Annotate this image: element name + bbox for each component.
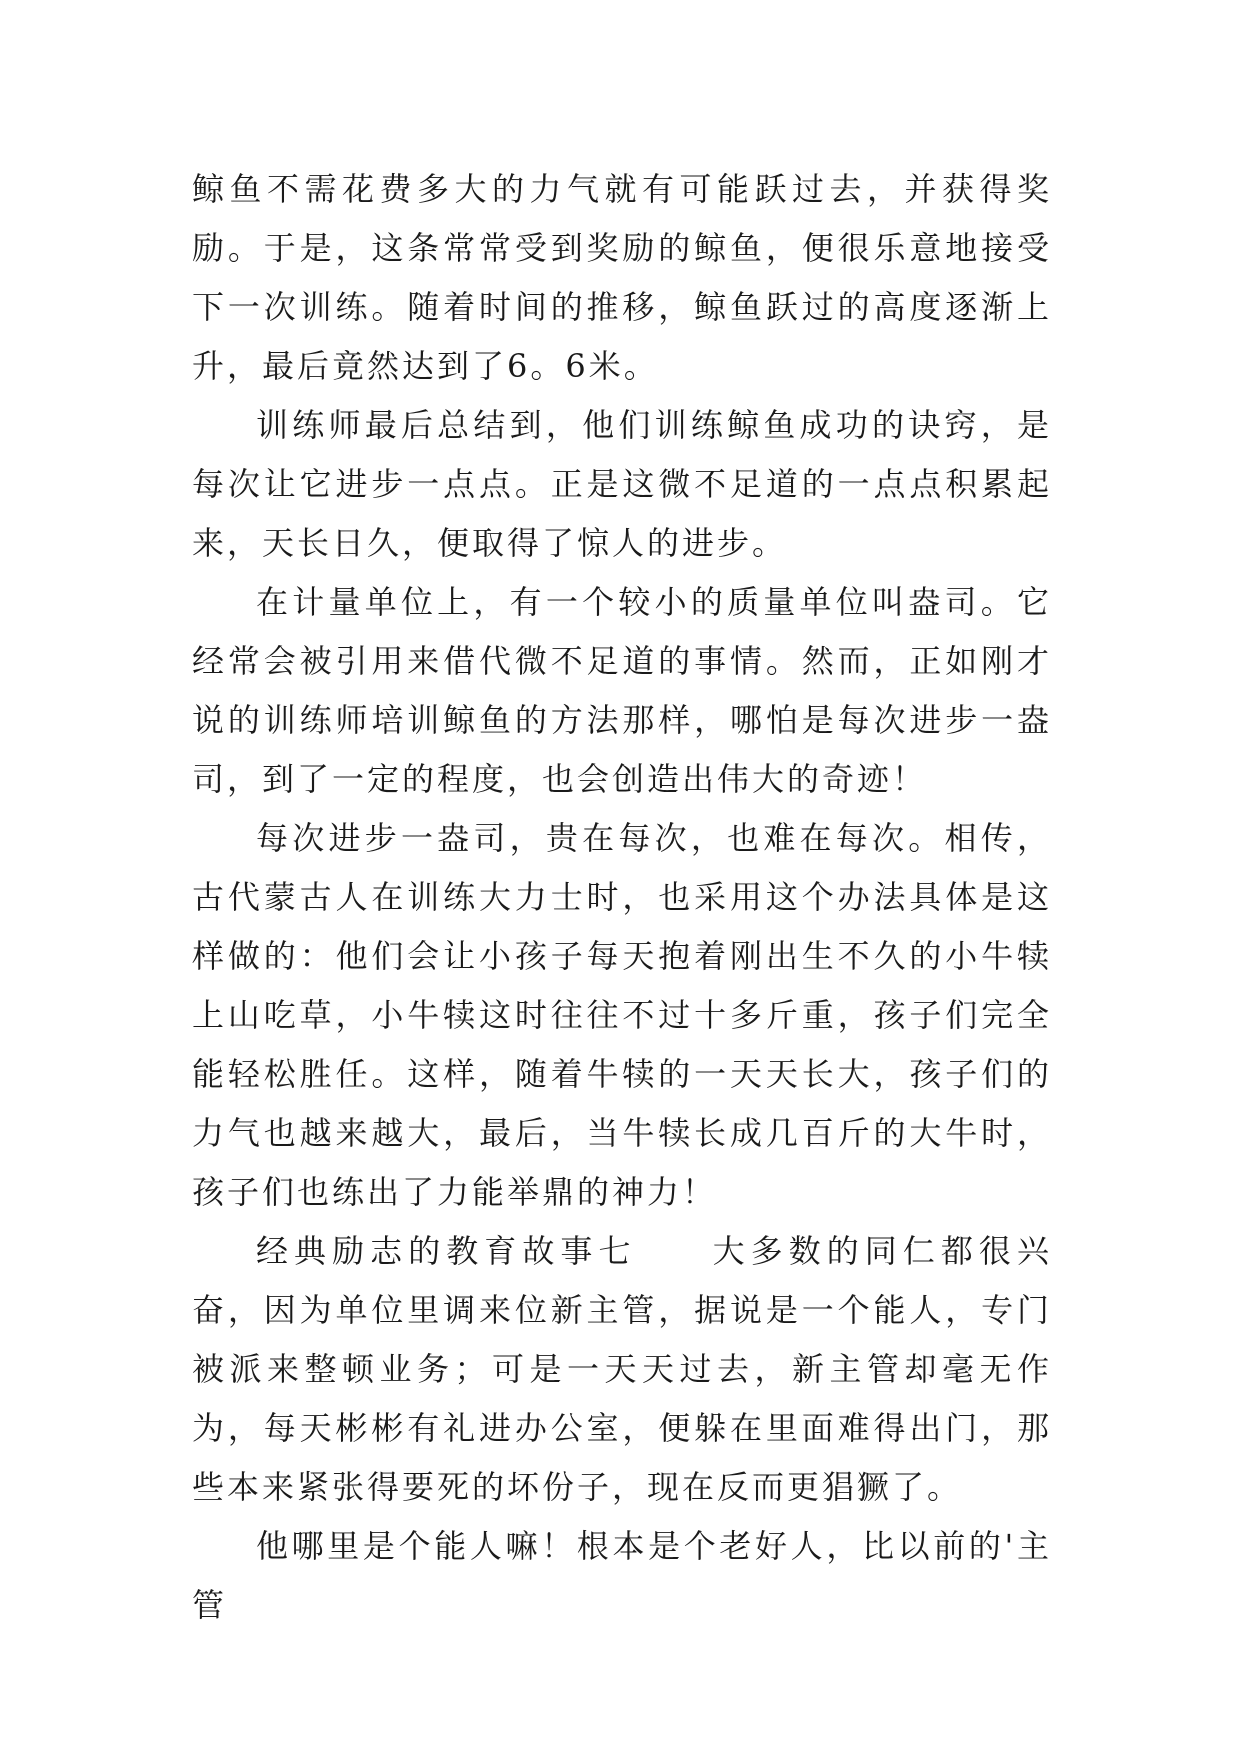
document-body xyxy=(192,160,1052,1635)
paragraph-story-seven: 经典励志的教育故事七 大多数的同仁都很兴奋，因为单位里调来位新主管，据说是一个能人，专门被派来整顿业务；可是一天天过去，新主管却毫无作为，每天彬彬有礼进办公室，便躲在里面难得出门，那些本来紧张得要死的坏份子，现在反而更猖獗了。 xyxy=(192,1232,1052,1506)
paragraph-whale-reward: 鲸鱼不需花费多大的力气就有可能跃过去，并获得奖励。于是，这条常常受到奖励的鲸鱼，便很乐意地接受下一次训练。随着时间的推移，鲸鱼跃过的高度逐渐上升，最后竟然达到了6。6米。 xyxy=(192,170,1052,385)
paragraph-trainer-summary: 训练师最后总结到，他们训练鲸鱼成功的诀窍，是每次让它进步一点点。正是这微不足道的一点点积累起来，天长日久，便取得了惊人的进步。 xyxy=(192,406,1052,562)
paragraph-not-capable: 他哪里是个能人嘛！根本是个老好人，比以前的'主管 xyxy=(192,1527,1052,1624)
paragraph-mongol-strongman: 每次进步一盎司，贵在每次，也难在每次。相传，古代蒙古人在训练大力士时，也采用这个办法具体是这样做的：他们会让小孩子每天抱着刚出生不久的小牛犊上山吃草，小牛犊这时往往不过十多斤重，孩子们完全能轻松胜任。这样，随着牛犊的一天天长大，孩子们的力气也越来越大，最后，当牛犊长成几百斤的大牛时，孩子们也练出了力能举鼎的神力！ xyxy=(192,819,1052,1211)
paragraph-ounce-unit: 在计量单位上，有一个较小的质量单位叫盎司。它经常会被引用来借代微不足道的事情。然而，正如刚才说的训练师培训鲸鱼的方法那样，哪怕是每次进步一盎司，到了一定的程度，也会创造出伟大的奇迹！ xyxy=(192,583,1052,798)
